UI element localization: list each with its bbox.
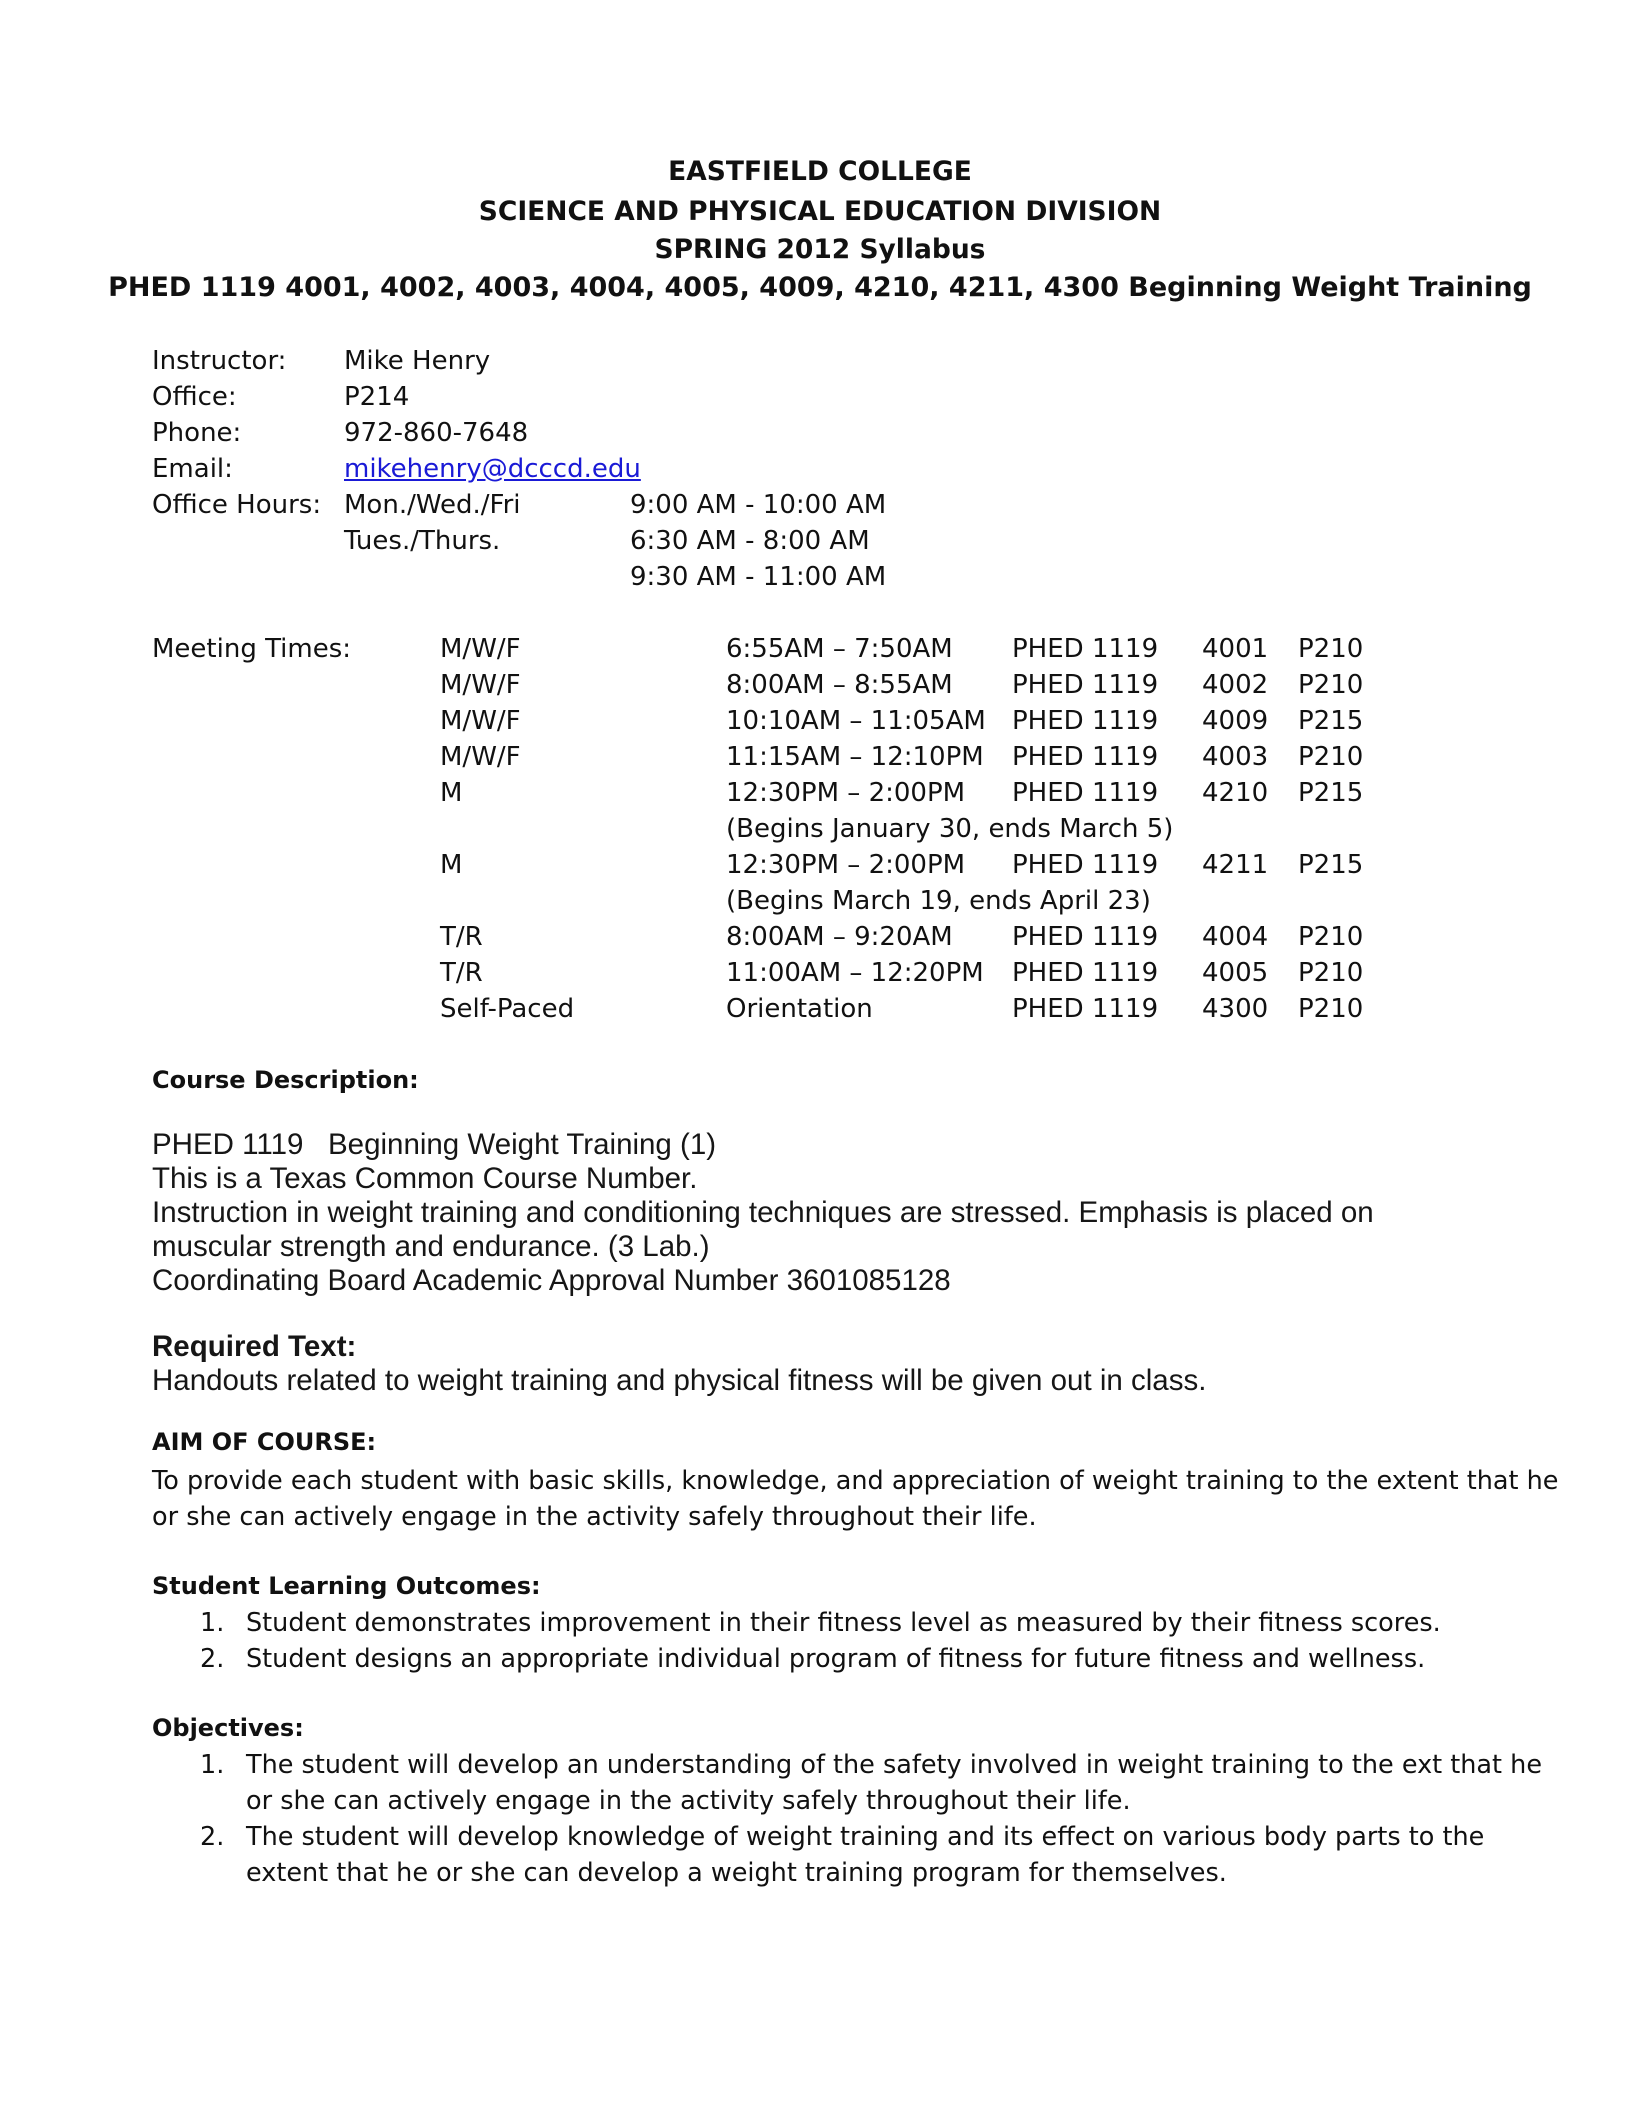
meeting-room: P210 (1298, 958, 1364, 988)
objectives-heading: Objectives: (152, 1714, 304, 1742)
office-hours-label: Office Hours: (152, 490, 322, 520)
meeting-section: 4211 (1202, 850, 1269, 880)
meeting-course: PHED 1119 (1012, 670, 1159, 700)
instructor-label: Instructor: (152, 346, 287, 376)
division-name: SCIENCE AND PHYSICAL EDUCATION DIVISION (478, 196, 1162, 227)
meeting-time: 8:00AM – 8:55AM (726, 670, 953, 700)
meeting-days: T/R (440, 922, 483, 952)
meeting-time: 12:30PM – 2:00PM (726, 850, 966, 880)
office-label: Office: (152, 382, 237, 412)
office-hours-days: Mon./Wed./Fri (344, 490, 521, 520)
meeting-course: PHED 1119 (1012, 742, 1159, 772)
meeting-section: 4001 (1202, 634, 1269, 664)
meeting-section: 4003 (1202, 742, 1269, 772)
course-description-heading: Course Description: (152, 1066, 419, 1094)
email-link[interactable]: mikehenry@dcccd.edu (344, 454, 641, 484)
list-text: or she can actively engage in the activity safely throughout their life. (246, 1786, 1131, 1816)
description-line: This is a Texas Common Course Number. (152, 1162, 698, 1195)
meeting-section: 4002 (1202, 670, 1269, 700)
meeting-days: T/R (440, 958, 483, 988)
list-text: Student designs an appropriate individual program of fitness for future fitness and wellness. (246, 1644, 1426, 1674)
required-text-heading: Required Text: (152, 1330, 357, 1363)
meeting-time: 10:10AM – 11:05AM (726, 706, 986, 736)
meeting-section: 4005 (1202, 958, 1269, 988)
list-text: Student demonstrates improvement in their fitness level as measured by their fitness scores. (246, 1608, 1441, 1638)
term-title: SPRING 2012 Syllabus (654, 234, 986, 265)
course-title: PHED 1119 4001, 4002, 4003, 4004, 4005, 4009, 4210, 4211, 4300 Beginning Weight Training (108, 272, 1532, 303)
list-item (200, 1644, 1425, 1674)
office-hours-days: Tues./Thurs. (344, 526, 501, 556)
list-number: 1. (200, 1750, 225, 1780)
meeting-course: PHED 1119 (1012, 958, 1159, 988)
meeting-course: PHED 1119 (1012, 778, 1159, 808)
instructor-name: Mike Henry (344, 346, 491, 376)
meeting-section: 4210 (1202, 778, 1269, 808)
college-name: EASTFIELD COLLEGE (668, 156, 972, 187)
required-text-body: Handouts related to weight training and physical fitness will be given out in class. (152, 1364, 1207, 1397)
phone-value: 972-860-7648 (344, 418, 529, 448)
meeting-room: P210 (1298, 994, 1364, 1024)
meeting-section: 4300 (1202, 994, 1269, 1024)
meeting-days: Self-Paced (440, 994, 575, 1024)
phone-label: Phone: (152, 418, 242, 448)
meeting-time: Orientation (726, 994, 873, 1024)
office-hours-time: 9:00 AM - 10:00 AM (630, 490, 887, 520)
meeting-room: P215 (1298, 778, 1364, 808)
meeting-room: P210 (1298, 670, 1364, 700)
meeting-time: 8:00AM – 9:20AM (726, 922, 953, 952)
office-hours-time: 9:30 AM - 11:00 AM (630, 562, 887, 592)
office-value: P214 (344, 382, 410, 412)
list-item (200, 1608, 1441, 1638)
meeting-section: 4009 (1202, 706, 1269, 736)
meeting-room: P210 (1298, 742, 1364, 772)
meeting-days: M/W/F (440, 706, 521, 736)
meeting-course: PHED 1119 (1012, 922, 1159, 952)
meeting-note: (Begins March 19, ends April 23) (726, 886, 1151, 916)
meeting-room: P215 (1298, 706, 1364, 736)
meeting-days: M (440, 850, 463, 880)
meeting-note: (Begins January 30, ends March 5) (726, 814, 1174, 844)
list-number: 1. (200, 1608, 225, 1638)
list-text: extent that he or she can develop a weight training program for themselves. (246, 1858, 1227, 1888)
meeting-time: 11:00AM – 12:20PM (726, 958, 984, 988)
office-hours-time: 6:30 AM - 8:00 AM (630, 526, 870, 556)
meeting-course: PHED 1119 (1012, 850, 1159, 880)
list-number: 2. (200, 1822, 225, 1852)
meeting-course: PHED 1119 (1012, 994, 1159, 1024)
meeting-time: 12:30PM – 2:00PM (726, 778, 966, 808)
email-label: Email: (152, 454, 233, 484)
list-text: The student will develop knowledge of weight training and its effect on various body parts to the (246, 1822, 1485, 1852)
meeting-days: M/W/F (440, 670, 521, 700)
meeting-room: P210 (1298, 922, 1364, 952)
description-line: muscular strength and endurance. (3 Lab.) (152, 1230, 710, 1263)
list-number: 2. (200, 1644, 225, 1674)
description-line: Instruction in weight training and conditioning techniques are stressed. Emphasis is placed on (152, 1196, 1374, 1229)
meeting-time: 6:55AM – 7:50AM (726, 634, 953, 664)
meeting-section: 4004 (1202, 922, 1269, 952)
meeting-days: M/W/F (440, 742, 521, 772)
meeting-times-label: Meeting Times: (152, 634, 352, 664)
meeting-time: 11:15AM – 12:10PM (726, 742, 984, 772)
meeting-course: PHED 1119 (1012, 706, 1159, 736)
description-line: Coordinating Board Academic Approval Number 3601085128 (152, 1264, 951, 1297)
outcomes-heading: Student Learning Outcomes: (152, 1572, 541, 1600)
aim-heading: AIM OF COURSE: (152, 1428, 377, 1456)
meeting-days: M (440, 778, 463, 808)
description-line: PHED 1119 Beginning Weight Training (1) (152, 1128, 717, 1161)
aim-line: To provide each student with basic skills, knowledge, and appreciation of weight training to the extent that he (152, 1466, 1559, 1496)
aim-line: or she can actively engage in the activity safely throughout their life. (152, 1502, 1037, 1532)
list-text: The student will develop an understanding of the safety involved in weight training to the ext that he (246, 1750, 1543, 1780)
meeting-room: P210 (1298, 634, 1364, 664)
meeting-days: M/W/F (440, 634, 521, 664)
meeting-room: P215 (1298, 850, 1364, 880)
meeting-course: PHED 1119 (1012, 634, 1159, 664)
